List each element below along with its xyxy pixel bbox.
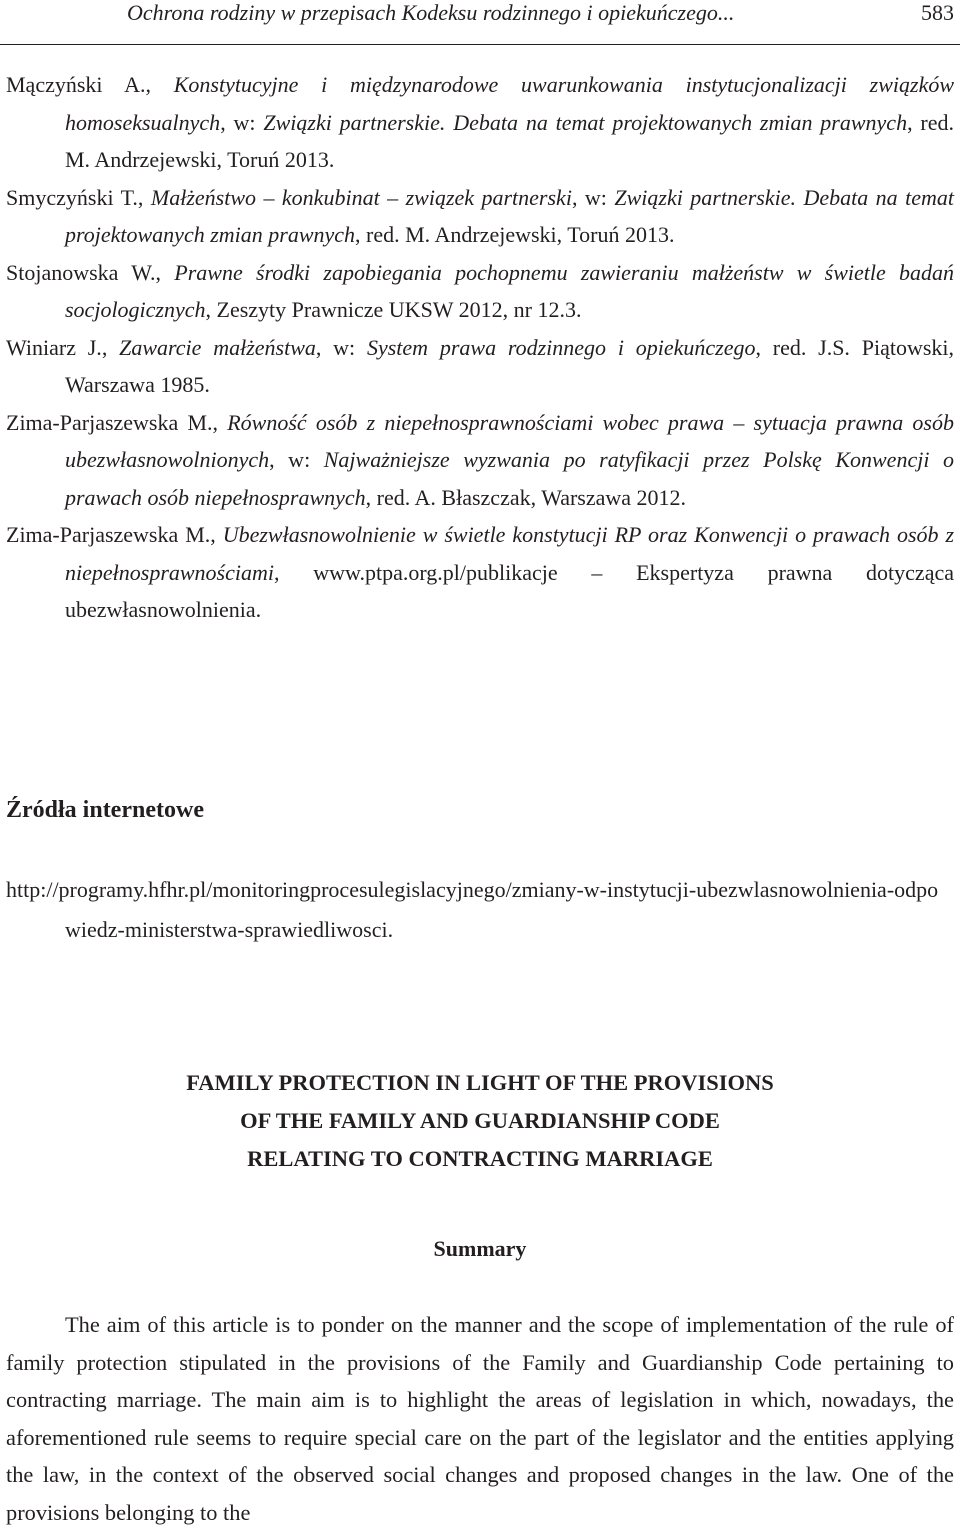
bibliography-entry [6,329,954,404]
bib-source: Związki partnerskie. Debata na temat projektowanych zmian prawnych [263,109,908,135]
bib-title: Prawne środki zapobiegania pochopnemu zawieraniu małżeństw w świetle badań socjologicznych [65,259,955,322]
bib-connector: , w: [220,109,264,135]
bib-separator: , [145,72,174,97]
bib-details: , red. M. Andrzejewski, Toruń 2013. [355,222,675,247]
bib-title: Ubezwłasnowolnienie w świetle konstytucji RP oraz Konwencji o prawach osób z niepełnosprawnościami [65,522,955,585]
running-title: Ochrona rodziny w przepisach Kodeksu rodzinnego i opiekuńczego... [127,0,735,25]
bibliography-entry [6,179,954,254]
bibliography-entry [6,516,954,629]
bib-connector: , w: [315,334,367,360]
article-title-line: RELATING TO CONTRACTING MARRIAGE [247,1146,713,1171]
running-header [0,0,960,45]
bib-separator: , [137,184,151,210]
bib-title: Małżeństwo – konkubinat – związek partnerski [150,184,572,210]
internet-sources-heading: Źródła internetowe [6,797,204,823]
bib-author: Mączyński A. [6,72,146,97]
bib-details: , red. J.S. Piątowski, Warszawa 1985. [65,334,955,397]
bibliography-list [6,66,954,629]
bib-connector: , w: [571,184,615,210]
article-title [0,1064,960,1178]
bib-connector: , w: [269,447,324,472]
bib-author: Winiarz J. [6,334,102,360]
bib-source: Związki partnerskie. Debata na temat projektowanych zmian prawnych [65,184,955,247]
article-title-line: FAMILY PROTECTION IN LIGHT OF THE PROVISIONS [186,1070,774,1095]
bibliography-entry [6,404,954,517]
article-title-line: OF THE FAMILY AND GUARDIANSHIP CODE [240,1108,720,1133]
bib-separator: , [155,259,175,285]
bib-details: , red. M. Andrzejewski, Toruń 2013. [65,109,955,172]
bib-author: Zima-Parjaszewska M. [6,522,211,547]
summary-text: The aim of this article is to ponder on the manner and the scope of implementation of the rule of family protection stipulated in the provisions of the Family and Guardianship Code pertaining to contracting marriage. The main aim is to highlight the areas of legislation in which, nowadays, the aforementioned rule seems to require special care on the part of the legislator and the entities applying the law, in the context of the observed social changes and proposed changes in the law. One of the provisions belonging to the [6,1312,954,1525]
bib-title: Równość osób z niepełnosprawnościami wobec prawa – sytuacja prawna osób ubezwłasnowolnionych [65,409,954,472]
bib-separator: , [101,334,120,360]
bib-author: Stojanowska W. [6,259,156,285]
bib-title: Zawarcie małżeństwa [119,334,316,360]
summary-heading: Summary [433,1236,527,1261]
bib-source: Najważniejsze wyzwania po ratyfikacji przez Polskę Konwencji o prawach osób niepełnosprawnych [65,447,955,510]
bib-author: Smyczyński T. [6,184,138,210]
bib-details: , www.ptpa.org.pl/publikacje – Ekspertyza prawna dotycząca ubezwłasnowolnienia. [65,559,954,622]
bib-details: , red. A. Błaszczak, Warszawa 2012. [365,484,687,510]
bib-separator: , [212,409,228,435]
internet-source-link[interactable]: http://programy.hfhr.pl/monitoringprocesulegislacyjnego/zmiany-w-instytucji-ubezwlasnowolnienia-odpowiedz-ministerstwa-sprawiedliwosci. [6,877,939,942]
bib-separator: , [210,522,223,547]
bibliography-entry [6,254,954,329]
bibliography-entry [6,66,954,179]
bib-title: Konstytucyjne i międzynarodowe uwarunkowania instytucjonalizacji związków homoseksualnych [65,72,955,135]
bib-source: System prawa rodzinnego i opiekuńczego [366,334,756,360]
page-number: 583 [921,0,954,25]
bib-author: Zima-Parjaszewska M. [6,409,213,435]
bib-details: , Zeszyty Prawnicze UKSW 2012, nr 12.3. [205,297,582,322]
